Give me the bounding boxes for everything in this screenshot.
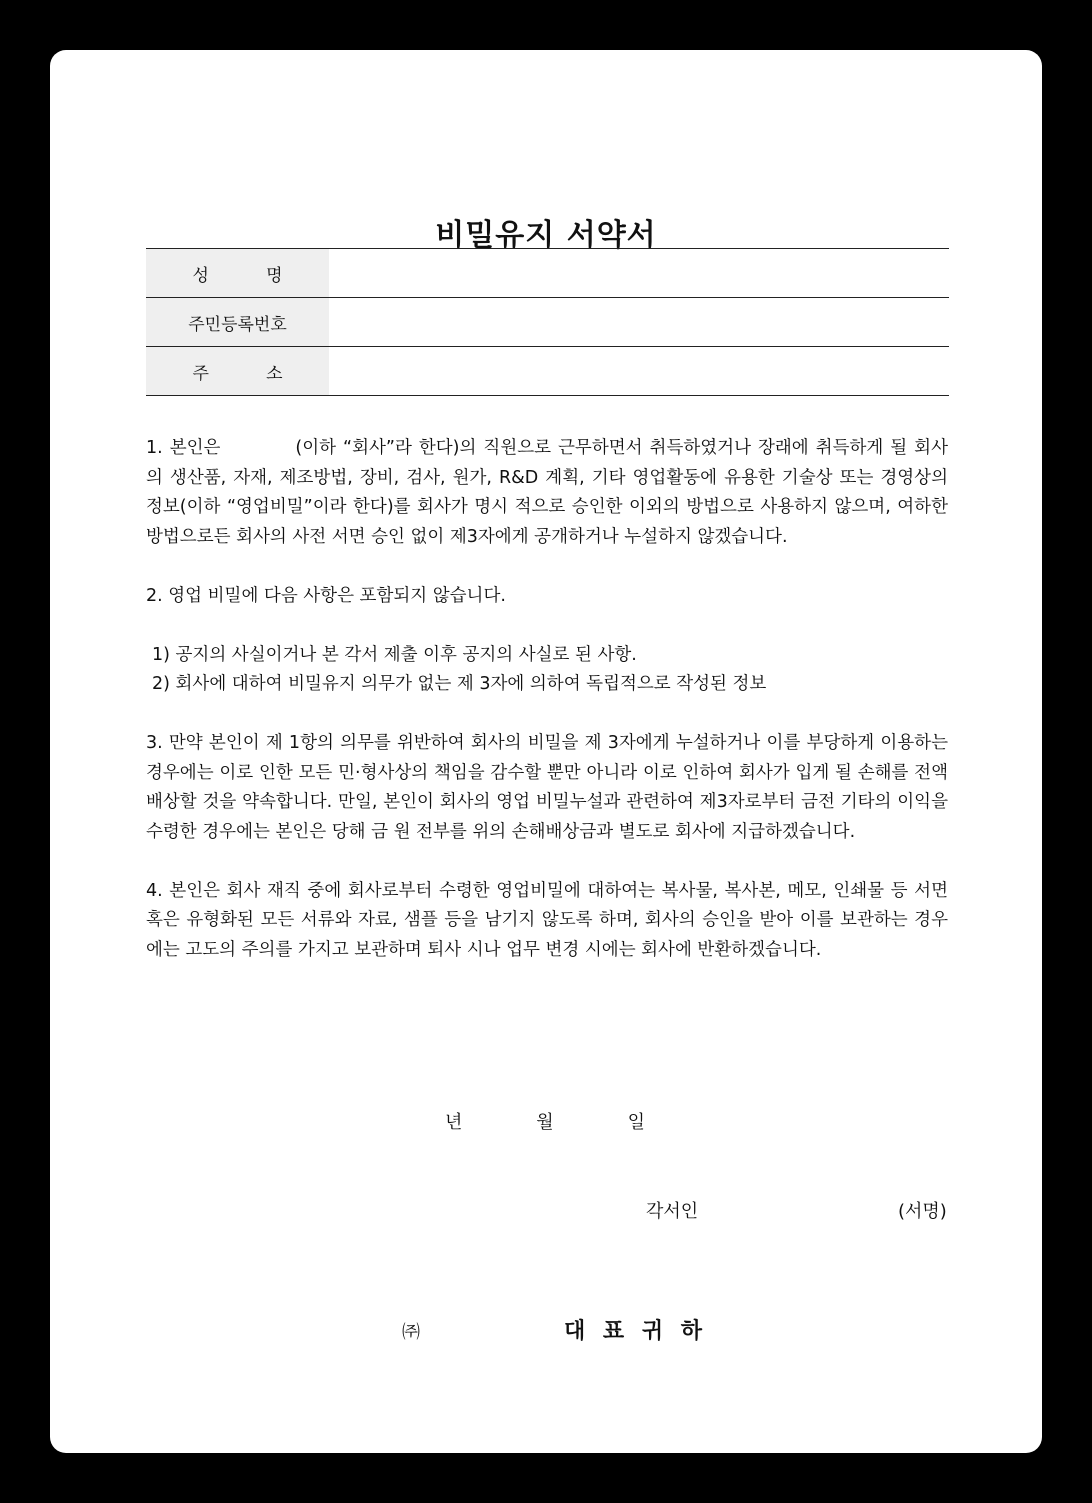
- year-label: 년: [445, 1112, 463, 1133]
- signer-label: 각서인: [646, 1201, 699, 1222]
- date-line: [445, 1108, 645, 1134]
- clause-1-text: (이하 “회사”라 한다)의 직원으로 근무하면서 취득하였거나 장래에 취득하게 될 회사의 생산품, 자재, 제조방법, 장비, 검사, 원가, R&D 계획, 기타 영업활동에 유용한 기술상 또는 경영상의 정보(이하 “영업비밀”이라 한다)를 회사가 명시 적으로 승인한 이외의 방법으로 사용하지 않으며, 여하한 방법으로든 회사의 사전 서면 승인 없이 제3자에게 공개하거나 누설하지 않겠습니다.: [146, 438, 948, 547]
- company-label: ㈜: [402, 1322, 420, 1343]
- clause-1-prefix: 1. 본인은: [146, 438, 221, 458]
- name-label-b: 명: [266, 265, 283, 286]
- signature-label: (서명): [898, 1201, 947, 1222]
- address-label-b: 소: [266, 363, 283, 384]
- clause-4: 4. 본인은 회사 재직 중에 회사로부터 수령한 영업비밀에 대하여는 복사물, 복사본, 메모, 인쇄물 등 서면 혹은 유형화된 모든 서류와 자료, 샘플 등을 남기지 않도록 하며, 회사의 승인을 받아 이를 보관하는 경우에는 고도의 주의를 가지고 보관하며 퇴사 시나 업무 변경 시에는 회사에 반환하겠습니다.: [146, 880, 948, 960]
- name-label-a: 성: [192, 265, 209, 286]
- month-label: 월: [536, 1112, 554, 1133]
- personal-info-table: [146, 248, 949, 396]
- resident-number-row: [146, 298, 949, 347]
- address-row: [146, 347, 949, 396]
- name-label: [146, 249, 329, 298]
- day-label: 일: [627, 1112, 645, 1133]
- clause-3: 3. 만약 본인이 제 1항의 의무를 위반하여 회사의 비밀을 제 3자에게 누설하거나 이를 부당하게 이용하는 경우에는 이로 인한 모든 민·형사상의 책임을 감수할 뿐만 아니라 이로 인하여 회사가 입게 될 손해를 전액 배상할 것을 약속합니다. 만일, 본인이 회사의 영업 비밀누설과 관련하여 제3자로부터 금전 기타의 이익을 수령한 경우에는 본인은 당해 금 원 전부를 위의 손해배상금과 별도로 회사에 지급하겠습니다.: [146, 733, 948, 842]
- name-value: [329, 249, 949, 298]
- clause-2-item-1: 1) 공지의 사실이거나 본 각서 제출 이후 공지의 사실로 된 사항.: [152, 644, 637, 665]
- address-value: [329, 347, 949, 396]
- ceo-recipient: 대 표 귀 하: [564, 1319, 707, 1344]
- document-title: 비밀유지 서약서: [435, 218, 657, 253]
- address-label-a: 주: [192, 363, 209, 384]
- clause-2: 2. 영업 비밀에 다음 사항은 포함되지 않습니다.: [146, 585, 506, 606]
- document-page: [50, 50, 1042, 1453]
- clause-2-item-2: 2) 회사에 대하여 비밀유지 의무가 없는 제 3자에 의하여 독립적으로 작성된 정보: [152, 674, 767, 694]
- resident-number-value: [329, 298, 949, 347]
- clause-1: [146, 434, 948, 552]
- agreement-body: [146, 434, 948, 965]
- address-label: [146, 347, 329, 396]
- resident-number-label: 주민등록번호: [146, 298, 329, 347]
- name-row: [146, 249, 949, 298]
